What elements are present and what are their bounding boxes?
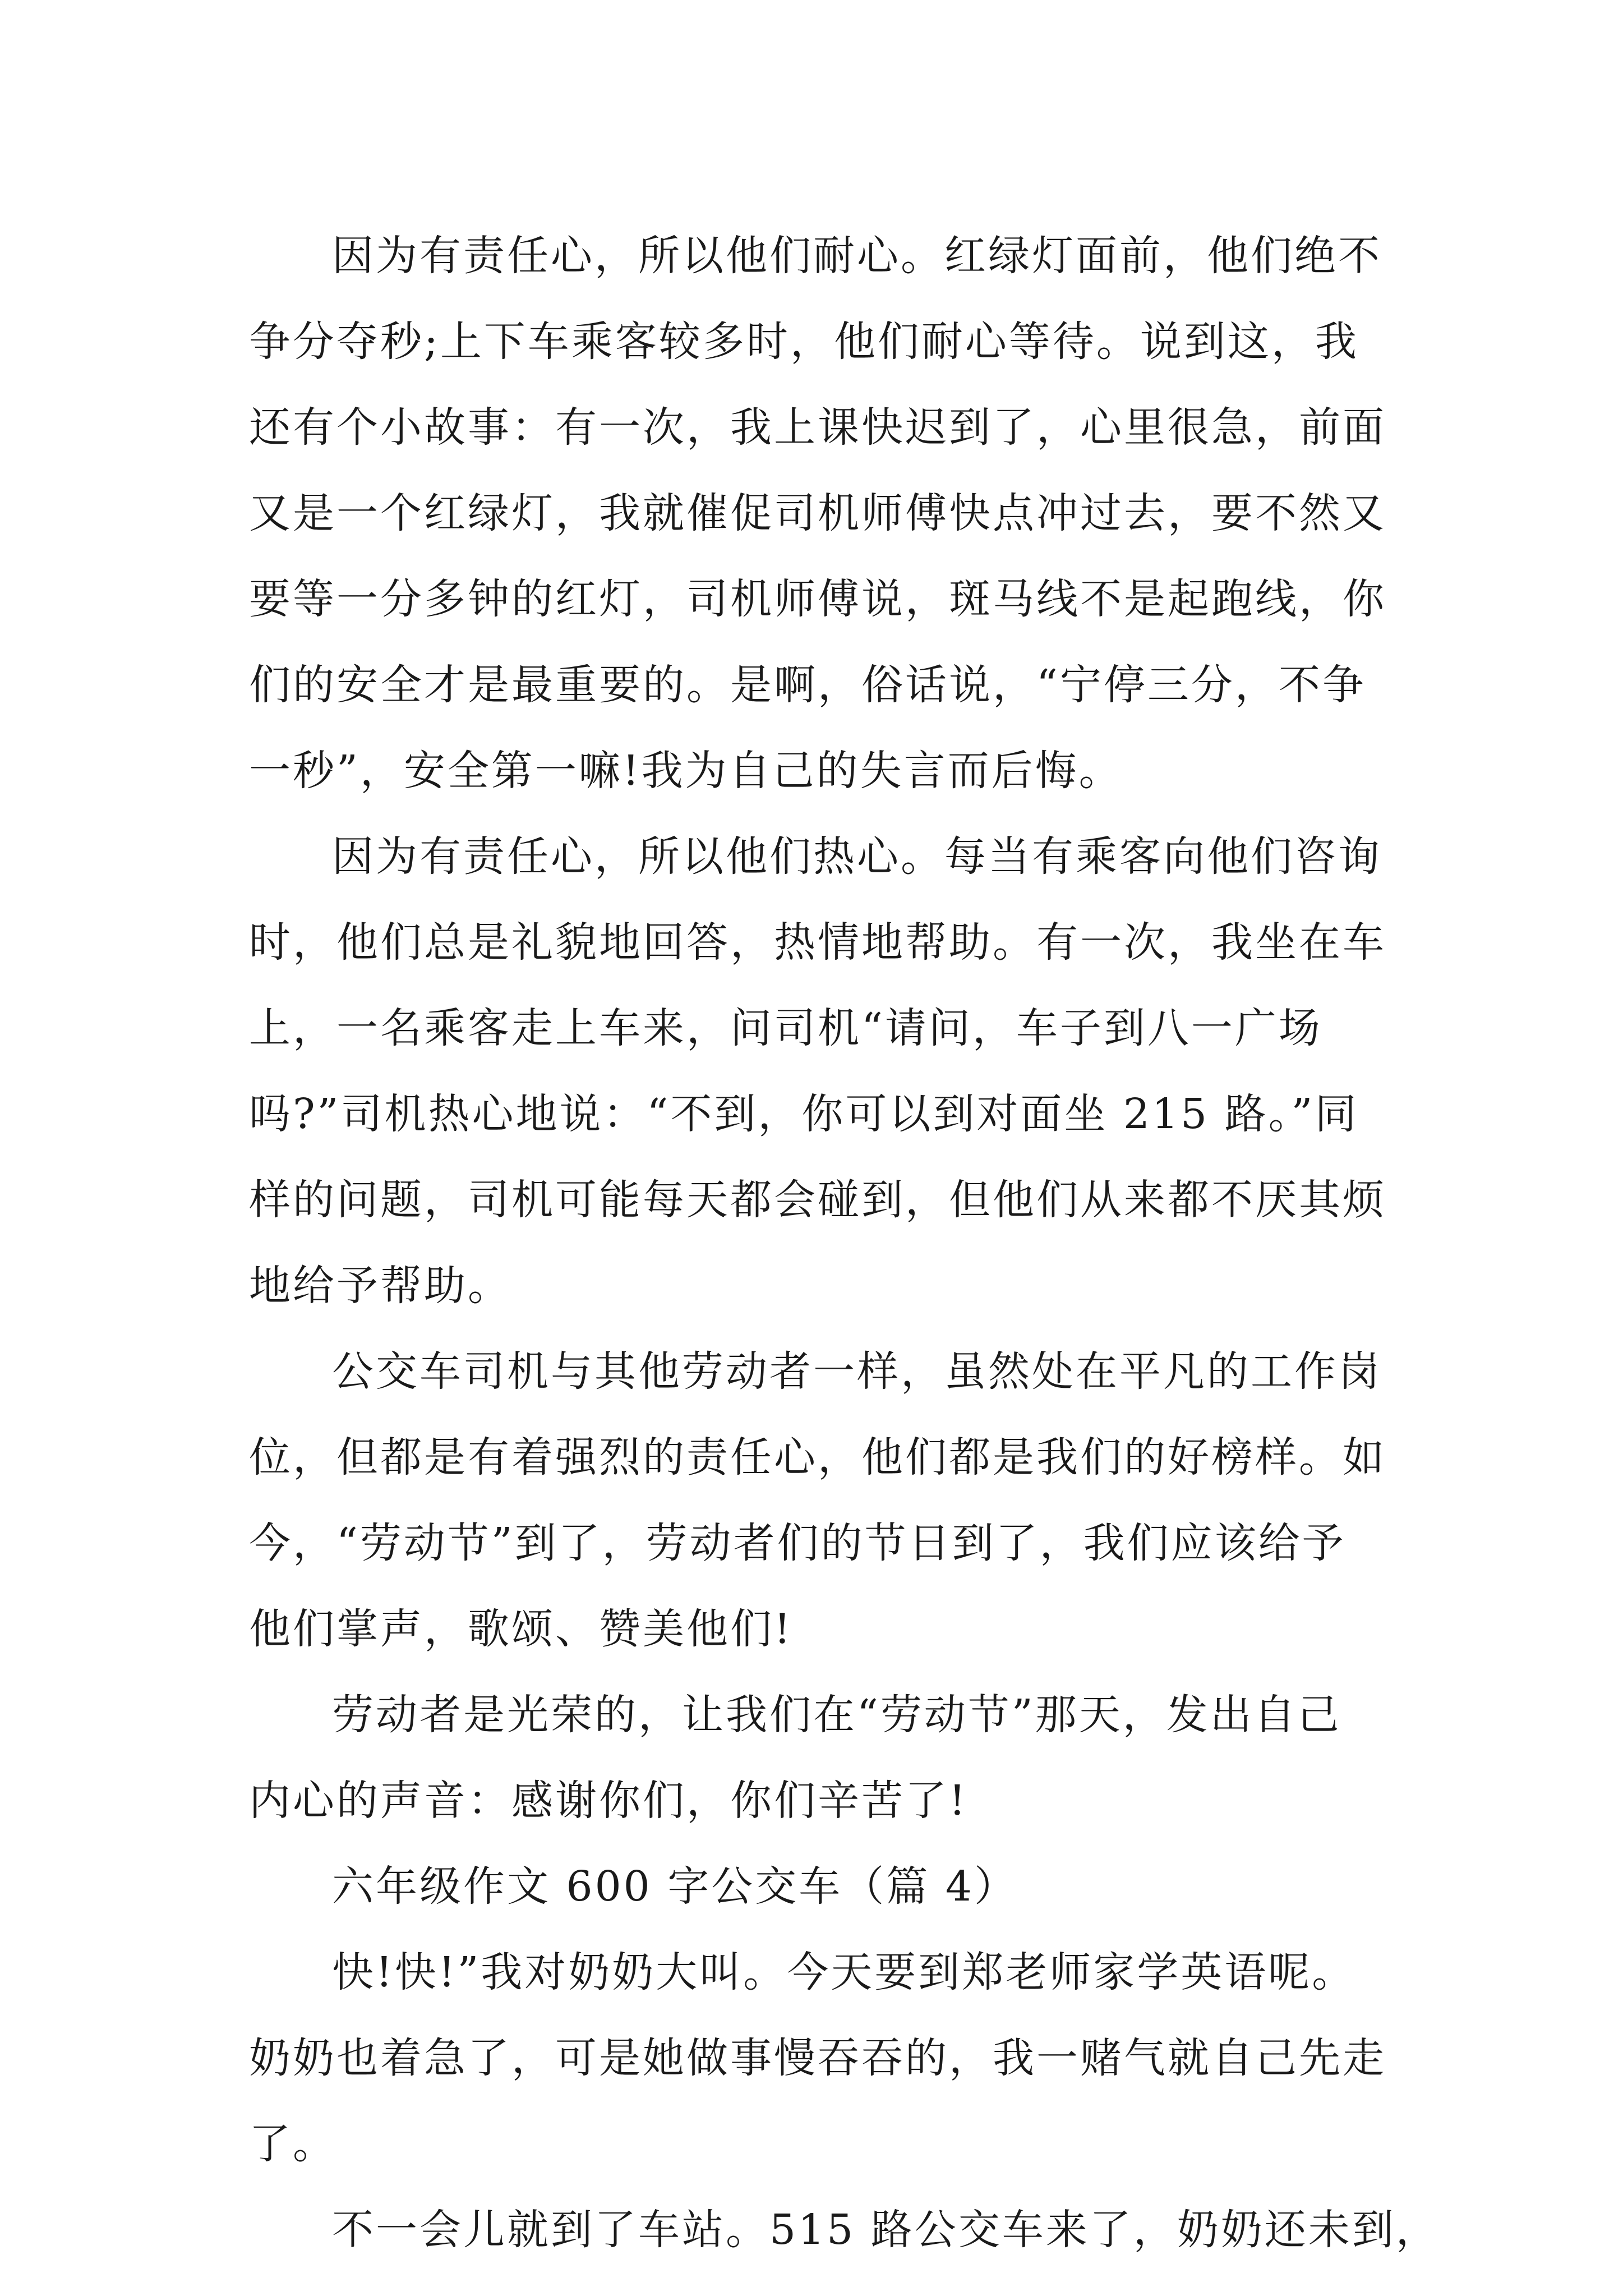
text-line: 因为有责任心，所以他们热心。每当有乘客向他们咨询 [332, 832, 1382, 881]
text-line: 他们掌声，歌颂、赞美他们! [249, 1605, 793, 1653]
text-line: 一秒”，安全第一嘛!我为自己的失言而后悔。 [249, 747, 1123, 795]
text-line: 内心的声音：感谢你们，你们辛苦了! [249, 1777, 968, 1825]
text-line: 位，但都是有着强烈的责任心，他们都是我们的好榜样。如 [249, 1433, 1386, 1481]
text-line: 今，“劳动节”到了，劳动者们的节日到了，我们应该给予 [249, 1519, 1346, 1567]
document-body [249, 213, 1440, 2273]
text-line: 地给予帮助。 [249, 1262, 511, 1310]
text-line: 又是一个红绿灯，我就催促司机师傅快点冲过去，要不然又 [249, 489, 1386, 537]
text-line: 还有个小故事：有一次，我上课快迟到了，心里很急，前面 [249, 403, 1386, 452]
text-line: 吗?”司机热心地说：“不到，你可以到对面坐 215 路。”同 [249, 1090, 1359, 1138]
text-line: 了。 [249, 2120, 336, 2168]
text-line: 时，他们总是礼貌地回答，热情地帮助。有一次，我坐在车 [249, 918, 1386, 967]
text-line: 争分夺秒;上下车乘客较多时，他们耐心等待。说到这，我 [249, 318, 1359, 366]
text-line: 样的问题，司机可能每天都会碰到，但他们从来都不厌其烦 [249, 1176, 1386, 1224]
text-line: 不一会儿就到了车站。515 路公交车来了，奶奶还未到， [332, 2206, 1440, 2254]
text-line: 劳动者是光荣的，让我们在“劳动节”那天，发出自己 [332, 1691, 1341, 1739]
text-line: 上，一名乘客走上车来，问司机“请问，车子到八一广场 [249, 1004, 1322, 1052]
text-line: 六年级作文 600 字公交车（篇 4） [332, 1862, 1018, 1911]
text-line: 快!快!”我对奶奶大叫。今天要到郑老师家学英语呢。 [332, 1948, 1356, 1996]
text-line: 公交车司机与其他劳动者一样，虽然处在平凡的工作岗 [332, 1347, 1382, 1396]
text-line: 们的安全才是最重要的。是啊，俗话说，“宁停三分，不争 [249, 661, 1366, 709]
text-line: 要等一分多钟的红灯，司机师傅说，斑马线不是起跑线，你 [249, 575, 1386, 623]
text-line: 奶奶也着急了，可是她做事慢吞吞的，我一赌气就自己先走 [249, 2034, 1386, 2082]
text-line: 因为有责任心，所以他们耐心。红绿灯面前，他们绝不 [332, 232, 1382, 280]
